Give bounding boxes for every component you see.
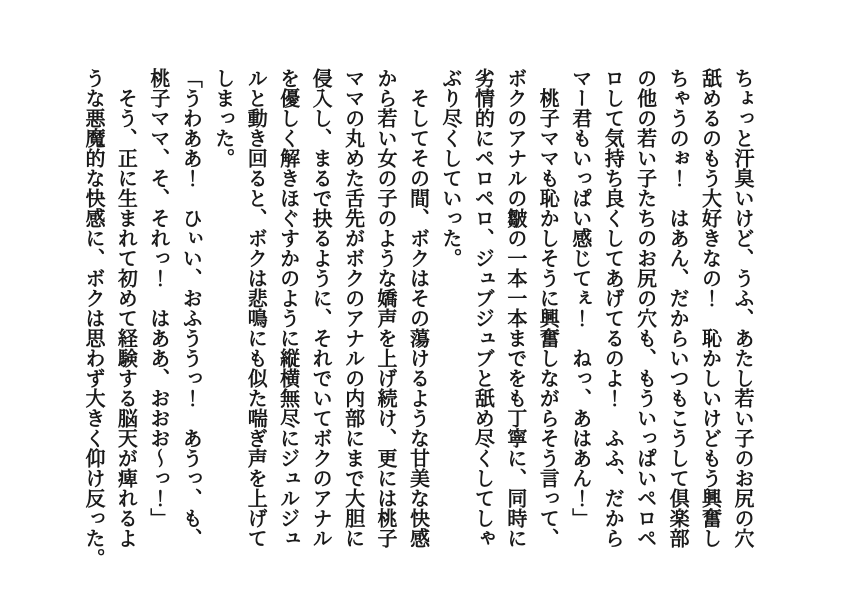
text-line: ルと動き回ると、ボクは悲鳴にも似た喘ぎ声を上げて (244, 68, 267, 548)
text-line: を優しく解きほぐすかのように縦横無尽にジュルジュ (276, 68, 299, 548)
text-line: しまった。 (211, 68, 234, 168)
text-line: そしてその間、ボクはその蕩けるような甘美な快感 (406, 68, 429, 548)
text-line: ロして気持ち良くしてあげてるのよ！ ふふ、だから (601, 68, 624, 548)
text-line: ママの丸めた舌先がボクのアナルの内部にまで大胆に (341, 68, 364, 548)
text-line: うな悪魔的な快感に、ボクは思わず大きく仰け反った。 (81, 68, 104, 568)
text-line: 桃子ママ、そ、それっ！ はああ、おおお～っ！」 (146, 68, 169, 528)
text-line: 桃子ママも恥かしそうに興奮しながらそう言って、 (536, 68, 559, 548)
text-line: マー君もいっぱい感じてぇ！ ねっ、あはあん！」 (568, 68, 591, 528)
text-line: の他の若い子たちのお尻の穴も、もういっぱいペロペ (633, 68, 656, 548)
paragraph (206, 68, 433, 568)
text-line: ちょっと汗臭いけど、うふ、あたし若い子のお尻の穴 (731, 68, 753, 548)
paragraph (563, 68, 758, 568)
text-line: 劣情的にペロペロ、ジュブジュブと舐め尽くしてしゃ (471, 68, 494, 548)
text-line: ちゃうのぉ！ はあん、だからいつもこうして倶楽部 (666, 68, 689, 548)
text-line: そう、正に生まれて初めて経験する脳天が痺れるよ (114, 68, 137, 548)
text-line: から若い女の子のような嬌声を上げ続け、更には桃子 (374, 68, 397, 548)
paragraph (433, 68, 563, 568)
paragraph (141, 68, 206, 568)
text-line: ボクのアナルの皺の一本一本までをも丁寧に、同時に (503, 68, 526, 548)
text-line: ぶり尽くしていった。 (438, 68, 461, 268)
text-line: 侵入し、まるで抉るように、それでいてボクのアナル (309, 68, 332, 548)
vertical-text-block (76, 68, 758, 568)
paragraph (76, 68, 141, 568)
text-line: 「うわああ！ ひぃい、おふううっ！ あうっ、も、 (179, 68, 202, 548)
text-line: 舐めるのもう大好きなの！ 恥かしいけどもう興奮し (698, 68, 721, 548)
